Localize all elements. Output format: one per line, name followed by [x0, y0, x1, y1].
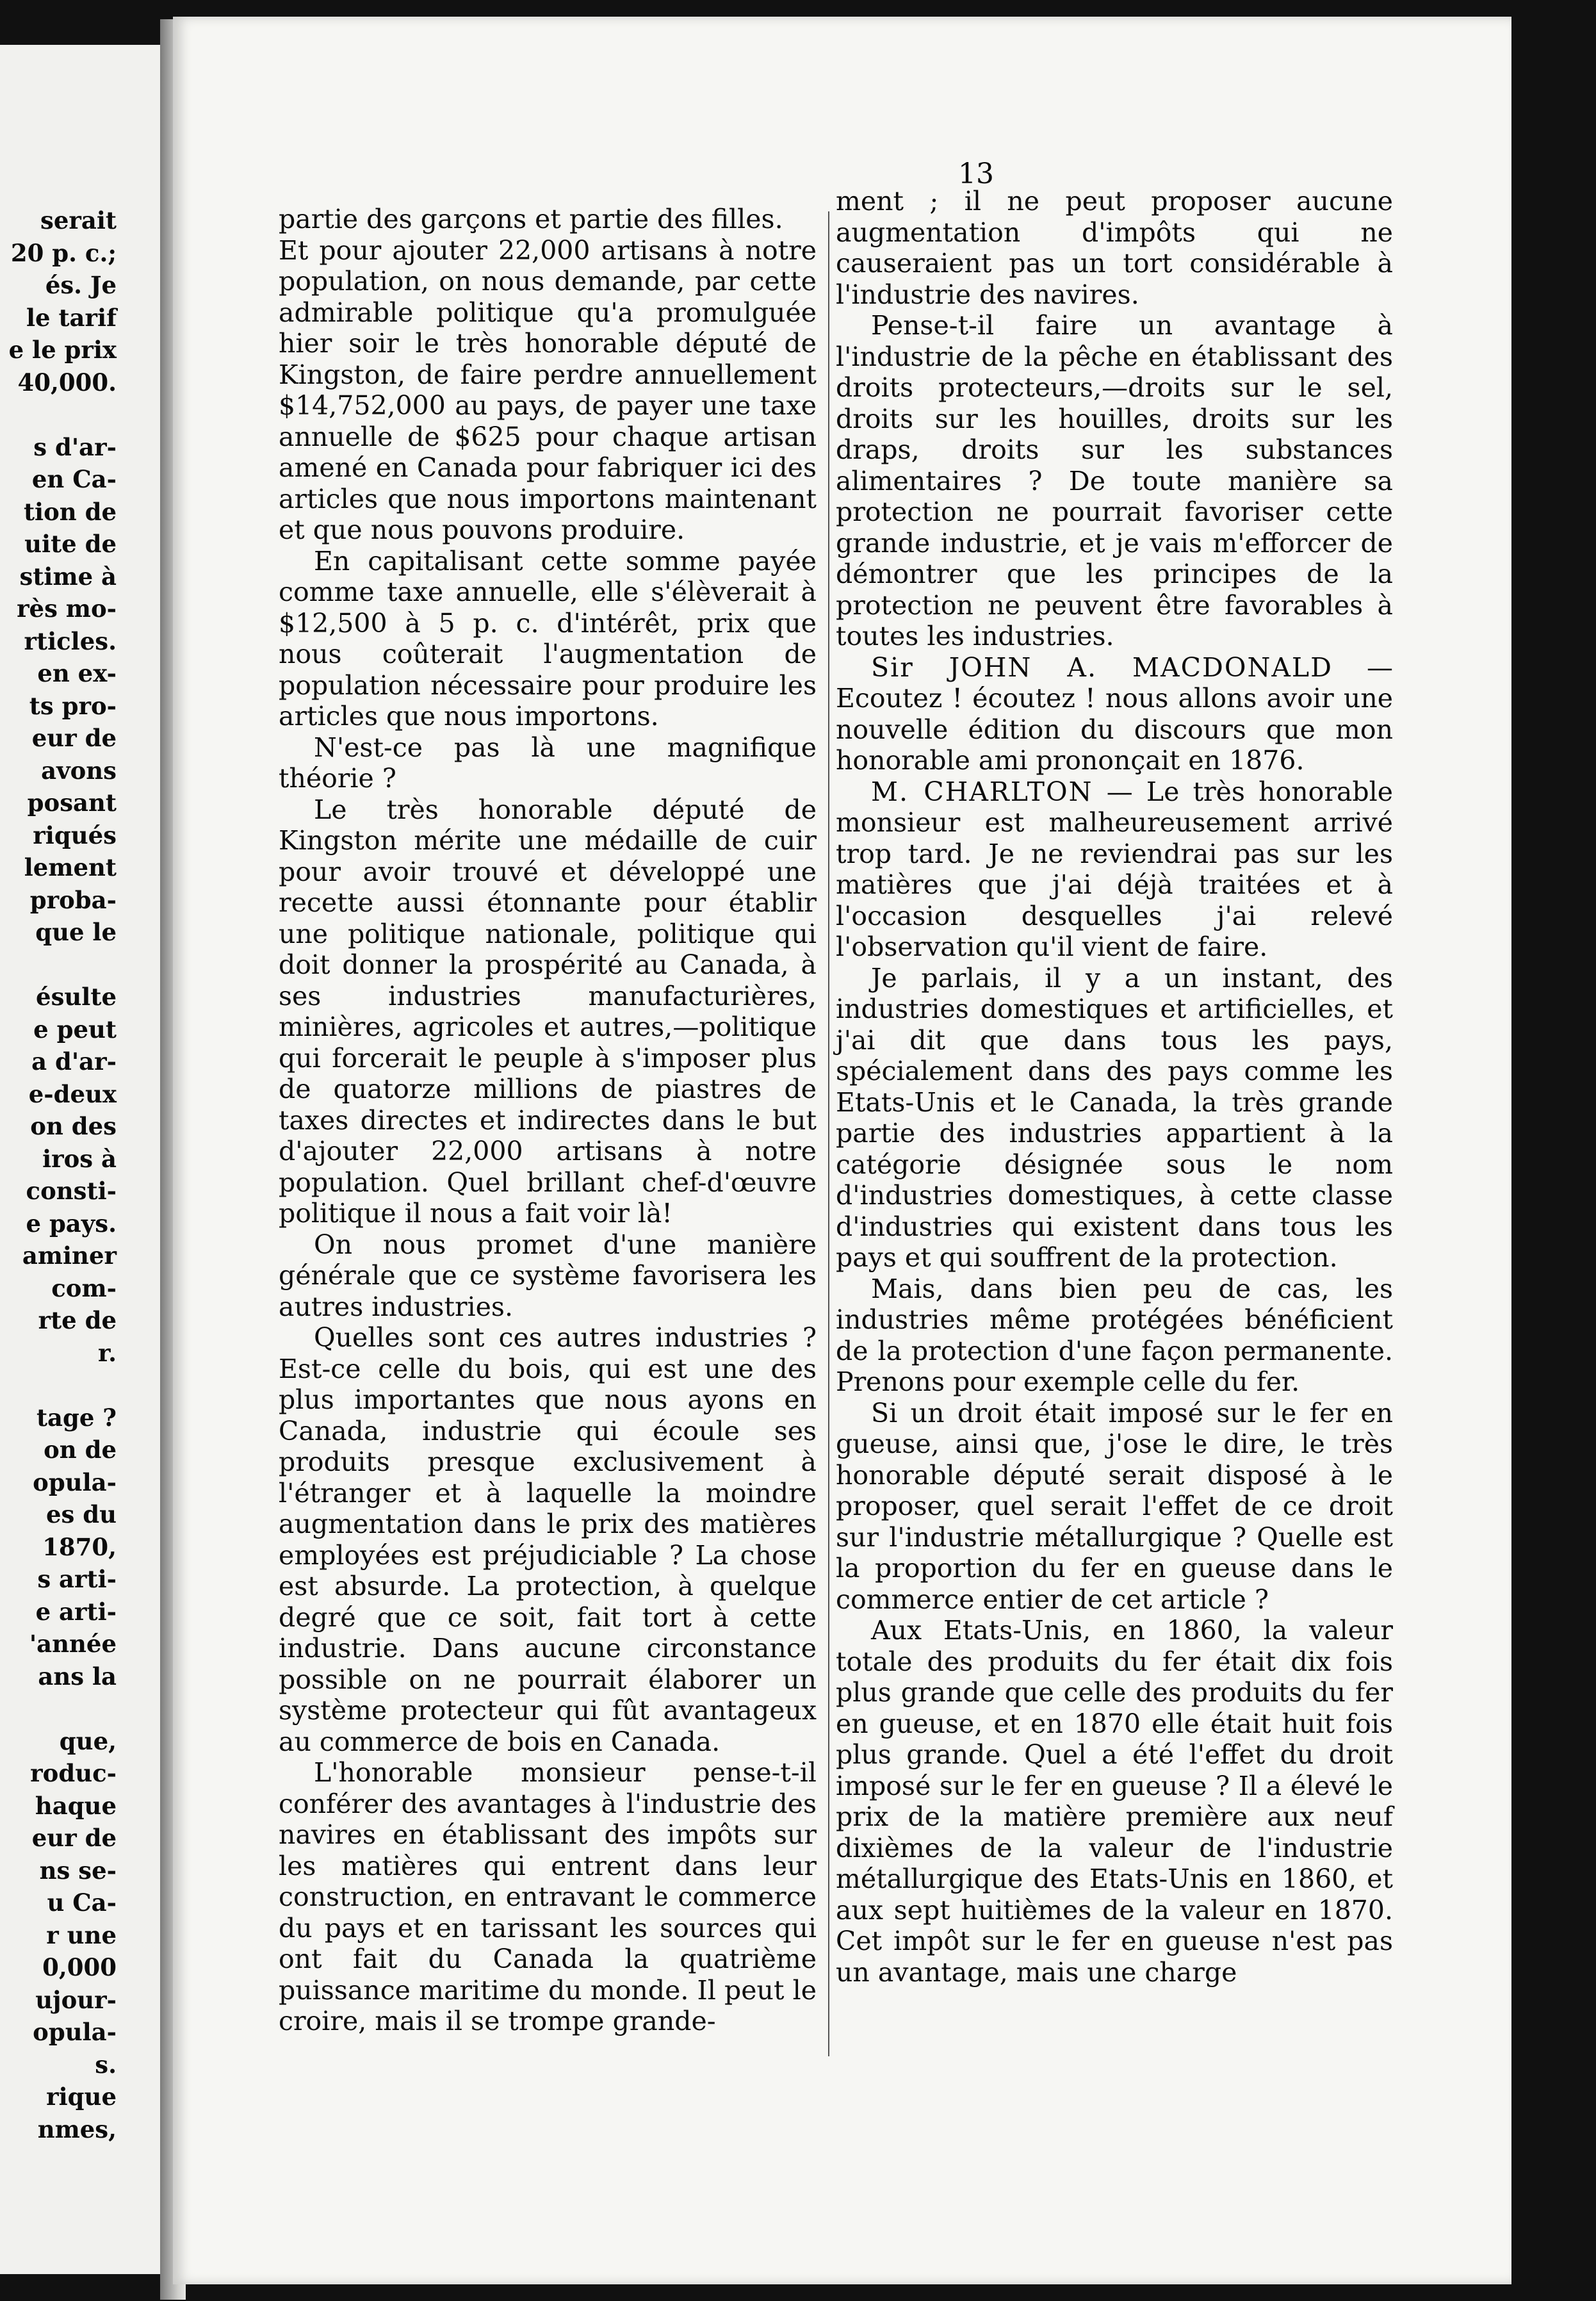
paragraph-text: Si un droit était imposé sur le fer en gueuse, ainsi que, j'ose le dire, le très honorable député serait disposé à le proposer, quel serait l'effet de ce droit sur l'industrie métallurgique ? Quelle est la proportion du fer en gueuse dans le commerce entier de cet article ? — [836, 1397, 1393, 1615]
previous-page-fragment: avons — [41, 756, 117, 785]
previous-page-fragment: roduc- — [30, 1759, 117, 1787]
paragraph-text: L'honorable monsieur pense-t-il conférer des avantages à l'industrie des navires en établissant des impôts sur les matières qui entrent dans leur construction, en entravant le commerce du pays et en tarissant les sources qui ont fait du Canada la quatrième puissance maritime du monde. Il peut le croire, mais il se trompe grande- — [279, 1757, 817, 2036]
paragraph — [279, 1229, 817, 1323]
column-divider — [828, 211, 829, 2056]
previous-page-fragment: tion de — [23, 497, 117, 526]
previous-page-fragment: 20 p. c.; — [10, 238, 117, 267]
previous-page-fragment: e-deux — [28, 1079, 117, 1108]
paragraph — [279, 1757, 817, 2037]
previous-page-fragment: le tarif — [26, 303, 117, 332]
previous-page-fragment: 'année — [29, 1630, 117, 1658]
previous-page-fragment: iros à — [42, 1144, 117, 1173]
previous-page-fragment: rès mo- — [17, 594, 117, 623]
paragraph — [836, 1398, 1393, 1616]
speaker-name: Sir JOHN A. MACDONALD — [871, 651, 1333, 683]
previous-page-fragment: ésulte — [36, 983, 117, 1011]
previous-page-fragment: riqués — [33, 821, 117, 849]
paragraph-text: Et pour ajouter 22,000 artisans à notre population, on nous demande, par cette admirable politique qu'a promulguée hier soir le très honorable député de Kingston, de faire perdre annuellement $14,752,000 au pays, de payer une taxe annuelle de $625 pour chaque artisan amené en Canada pour fabriquer ici des articles que nous importons maintenant et que nous pouvons produire. — [279, 234, 817, 545]
previous-page-fragment: opula- — [33, 1468, 117, 1496]
previous-page-fragment: stime à — [19, 562, 117, 591]
paragraph-text: ment ; il ne peut proposer aucune augmentation d'impôts qui ne causeraient pas un tort considérable à l'industrie des navires. — [836, 186, 1393, 310]
paragraph — [836, 652, 1393, 776]
paragraph-text: partie des garçons et partie des filles. — [279, 204, 783, 234]
previous-page-fragment: 40,000. — [17, 368, 117, 397]
paragraph-text: Pense-t-il faire un avantage à l'industrie de la pêche en établissant des droits protecteurs,—droits sur le sel, droits sur les houilles, droits sur les draps, droits sur les substances alimentaires ? De toute manière sa protection ne pourrait favoriser cette grande industrie, et je vais m'efforcer de démontrer que les principes de la protection ne peuvent être favorables à toutes les industries. — [836, 310, 1393, 651]
previous-page-fragment: on de — [44, 1436, 117, 1464]
previous-page-fragment: opula- — [33, 2018, 117, 2046]
previous-page-fragment: e pays. — [26, 1209, 117, 1238]
paragraph — [279, 1322, 817, 1757]
previous-page-fragment: haque — [35, 1791, 117, 1820]
previous-page-fragment: que, — [59, 1726, 117, 1755]
paragraph-text: N'est-ce pas là une magnifique théorie ? — [279, 732, 817, 794]
paragraph-text: Le très honorable député de Kingston mérite une médaille de cuir pour avoir trouvé et développé une recette aussi étonnante pour établir une politique nationale, politique qui doit donner la prospérité au Canada, à ses industries manufacturières, minières, agricoles et autres,—politique qui forcerait le peuple à s'imposer plus de quatorze millions de piastres de taxes directes et indirectes dans le but d'ajouter 22,000 artisans à notre population. Quel brillant chef-d'œuvre politique il nous a fait voir là! — [279, 794, 817, 1229]
right-text-column — [836, 186, 1393, 1988]
paragraph — [836, 776, 1393, 963]
previous-page-fragment: rique — [46, 2083, 117, 2111]
previous-page-fragment: r. — [98, 1338, 117, 1367]
previous-page-fragment: u Ca- — [47, 1888, 117, 1917]
previous-page-fragment: eur de — [31, 1824, 117, 1852]
previous-page-fragment: és. Je — [45, 271, 117, 299]
paragraph-text: En capitalisant cette somme payée comme taxe annuelle, elle s'élèverait à $12,500 à 5 p. c. d'intérêt, prix que nous coûterait l'augmentation de population nécessaire pour produire les articles que nous importons. — [279, 545, 817, 732]
previous-page-fragment: com- — [51, 1273, 117, 1302]
paragraph — [279, 794, 817, 1229]
previous-page-fragment: rte de — [38, 1306, 117, 1334]
paragraph — [279, 204, 817, 235]
previous-page-fragment: ans la — [38, 1662, 117, 1691]
paragraph-text: — Le très honorable monsieur est malheureusement arrivé trop tard. Je ne reviendrai pas sur les matières que j'ai déjà traitées et à l'occasion desquelles j'ai relevé l'observation qu'il vient de faire. — [836, 776, 1393, 962]
previous-page-fragment: posant — [27, 789, 117, 817]
paragraph — [279, 732, 817, 794]
previous-page-fragment: ujour- — [35, 1985, 117, 2014]
previous-page-fragment: on des — [30, 1112, 117, 1140]
paragraph-text: Quelles sont ces autres industries ? Est-ce celle du bois, qui est une des plus importantes que nous ayons en Canada, industrie qui écoule ses produits presque exclusivement à l'étranger et à laquelle la moindre augmentation dans le prix des matières employées est préjudiciable ? La chose est absurde. La protection, à quelque degré que ce soit, fait tort à cette industrie. Dans aucune circonstance possible on ne pourrait élaborer un système protecteur qui fût avantageux au commerce de bois en Canada. — [279, 1322, 817, 1757]
previous-page-fragment: 0,000 — [42, 1953, 117, 1981]
previous-page-fragment: eur de — [31, 724, 117, 752]
paragraph-text: On nous promet d'une manière générale que ce système favorisera les autres industries. — [279, 1229, 817, 1322]
previous-page-fragment: s d'ar- — [33, 432, 117, 461]
previous-page-fragment: ns se- — [39, 1856, 117, 1885]
previous-page-fragment: e le prix — [8, 336, 117, 364]
paragraph — [836, 1615, 1393, 1988]
previous-page-fragment: e peut — [33, 1015, 117, 1044]
previous-page-fragment: tage ? — [36, 1403, 117, 1432]
previous-page-fragment: consti- — [26, 1177, 117, 1205]
paragraph — [836, 310, 1393, 652]
previous-page-edge — [0, 45, 160, 2274]
previous-page-fragment: s. — [95, 2050, 117, 2079]
previous-page-fragment: es du — [45, 1500, 117, 1528]
previous-page-fragment: ts pro- — [29, 691, 117, 720]
previous-page-fragment: r une — [46, 1920, 117, 1949]
paragraph — [279, 546, 817, 732]
paragraph-text: Je parlais, il y a un instant, des industries domestiques et artificielles, et j'ai dit que dans tous les pays, spécialement dans des pays comme les Etats-Unis et le Canada, la très grande partie des industries appartient à la catégorie désignée sous le nom d'industries domestiques, à cette classe d'industries qui existent dans tous les pays et qui souffrent de la protection. — [836, 962, 1393, 1273]
paragraph — [836, 186, 1393, 310]
paragraph — [836, 963, 1393, 1273]
previous-page-fragment: lement — [24, 853, 117, 881]
paragraph-text: Mais, dans bien peu de cas, les industries même protégées bénéficient de la protection d'une façon permanente. Prenons pour exemple celle du fer. — [836, 1273, 1393, 1397]
previous-page-fragment: rticles. — [24, 626, 117, 655]
previous-page-fragment: 1870, — [42, 1532, 117, 1561]
speaker-name: M. CHARLTON — [871, 776, 1093, 807]
previous-page-fragment: uite de — [24, 530, 117, 558]
paragraph — [836, 1273, 1393, 1398]
previous-page-fragment: aminer — [22, 1241, 117, 1270]
previous-page-fragment: en ex- — [37, 659, 117, 687]
page-number: 13 — [958, 158, 994, 190]
paragraph-text: Aux Etats-Unis, en 1860, la valeur totale des produits du fer était dix fois plus grande que celle des produits du fer en gueuse, et en 1870 elle était huit fois plus grande. Quel a été l'effet du droit imposé sur le fer en gueuse ? Il a élevé le prix de la matière première aux neuf dixièmes de la valeur de l'industrie métallurgique des Etats-Unis en 1860, et aux sept huitièmes de la valeur en 1870. Cet impôt sur le fer en gueuse n'est pas un avantage, mais une charge — [836, 1615, 1393, 1988]
previous-page-fragment: proba- — [29, 885, 117, 914]
left-text-column — [279, 204, 817, 2037]
previous-page-fragment: en Ca- — [31, 465, 117, 493]
previous-page-fragment: serait — [40, 206, 117, 234]
paragraph — [279, 235, 817, 546]
previous-page-fragment: e arti- — [35, 1597, 117, 1626]
previous-page-fragment: que le — [35, 918, 117, 946]
previous-page-fragment: nmes, — [37, 2115, 117, 2143]
paragraph-text: — Ecoutez ! écoutez ! nous allons avoir une nouvelle édition du discours que mon honorable ami prononçait en 1876. — [836, 651, 1393, 776]
previous-page-fragment: a d'ar- — [31, 1047, 117, 1076]
previous-page-fragment: s arti- — [37, 1565, 117, 1593]
